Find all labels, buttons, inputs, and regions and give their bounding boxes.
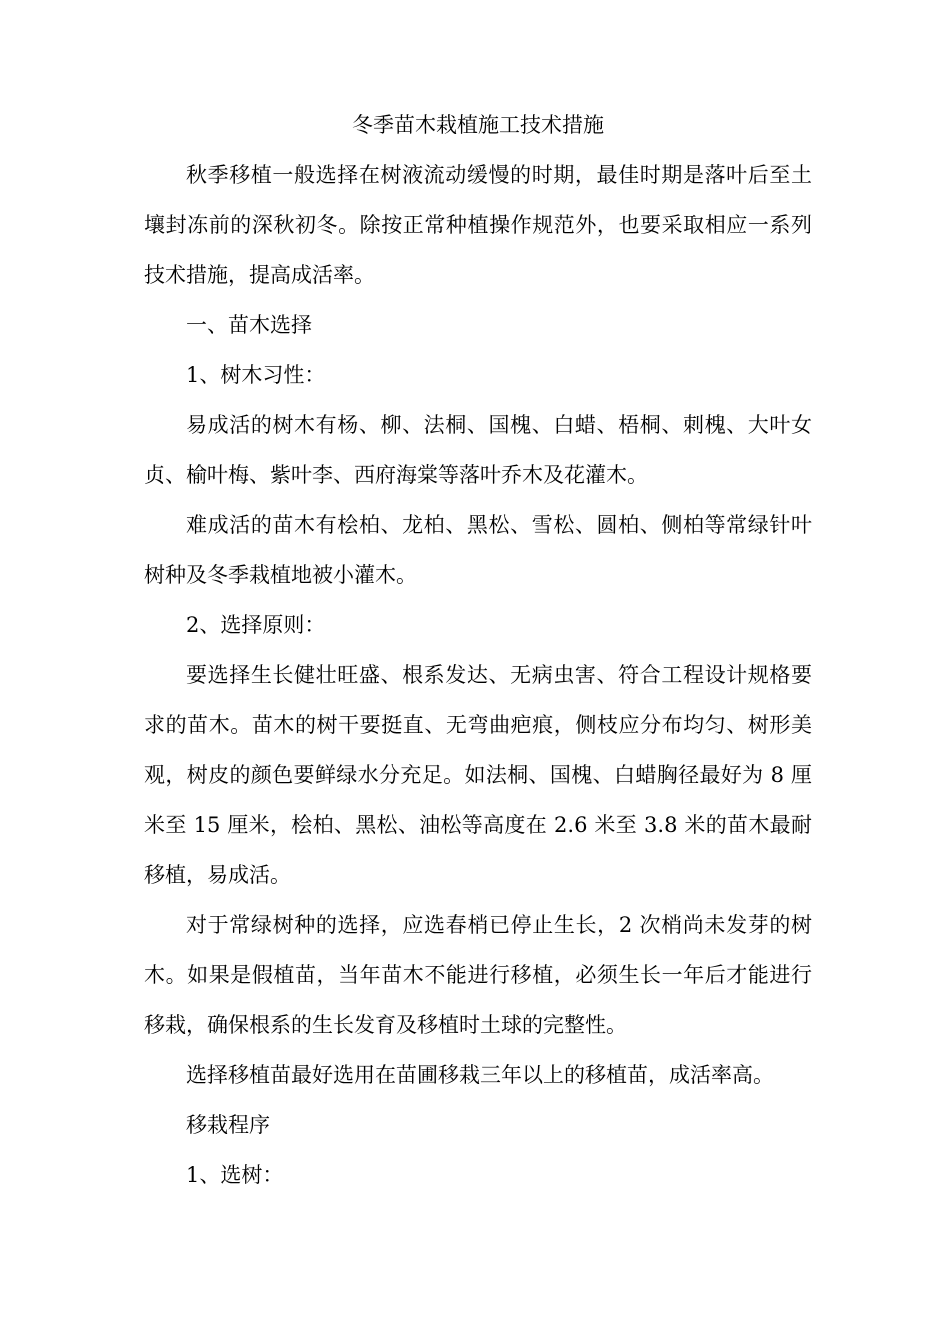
paragraph-transplant-seedlings: 选择移植苗最好选用在苗圃移栽三年以上的移植苗，成活率高。	[186, 1063, 774, 1087]
paragraph-easy-survival-trees: 易成活的树木有杨、柳、法桐、国槐、白蜡、梧桐、刺槐、大叶女贞、榆叶梅、紫叶李、西府海棠等落叶乔木及花灌木。	[144, 413, 812, 487]
paragraph-hard-survival-trees: 难成活的苗木有桧柏、龙柏、黑松、雪松、圆柏、侧柏等常绿针叶树种及冬季栽植地被小灌木。	[144, 513, 812, 587]
paragraph-selection-requirements: 要选择生长健壮旺盛、根系发达、无病虫害、符合工程设计规格要求的苗木。苗木的树干要挺直、无弯曲疤痕，侧枝应分布均匀、树形美观，树皮的颜色要鲜绿水分充足。如法桐、国槐、白蜡胸径最好为 8 厘米至 15 厘米，桧柏、黑松、油松等高度在 2.6 米至 3.8 米的苗木最耐移植，易成活。	[144, 663, 812, 887]
document-title: 冬季苗木栽植施工技术措施	[352, 113, 604, 137]
subheading-selection-principles: 2、选择原则：	[186, 613, 326, 637]
paragraph-evergreen-selection: 对于常绿树种的选择，应选春梢已停止生长，2 次梢尚未发芽的树木。如果是假植苗，当年苗木不能进行移植，必须生长一年后才能进行移栽，确保根系的生长发育及移植时土球的完整性。	[144, 913, 812, 1037]
heading-seedling-selection: 一、苗木选择	[186, 313, 312, 337]
heading-transplant-procedure: 移栽程序	[186, 1113, 270, 1137]
subheading-tree-habits: 1、树木习性：	[186, 363, 326, 387]
document-body	[144, 100, 812, 1200]
paragraph-autumn-transplanting: 秋季移植一般选择在树液流动缓慢的时期，最佳时期是落叶后至土壤封冻前的深秋初冬。除按正常种植操作规范外，也要采取相应一系列技术措施，提高成活率。	[144, 163, 812, 287]
subheading-tree-selection: 1、选树：	[186, 1163, 284, 1187]
